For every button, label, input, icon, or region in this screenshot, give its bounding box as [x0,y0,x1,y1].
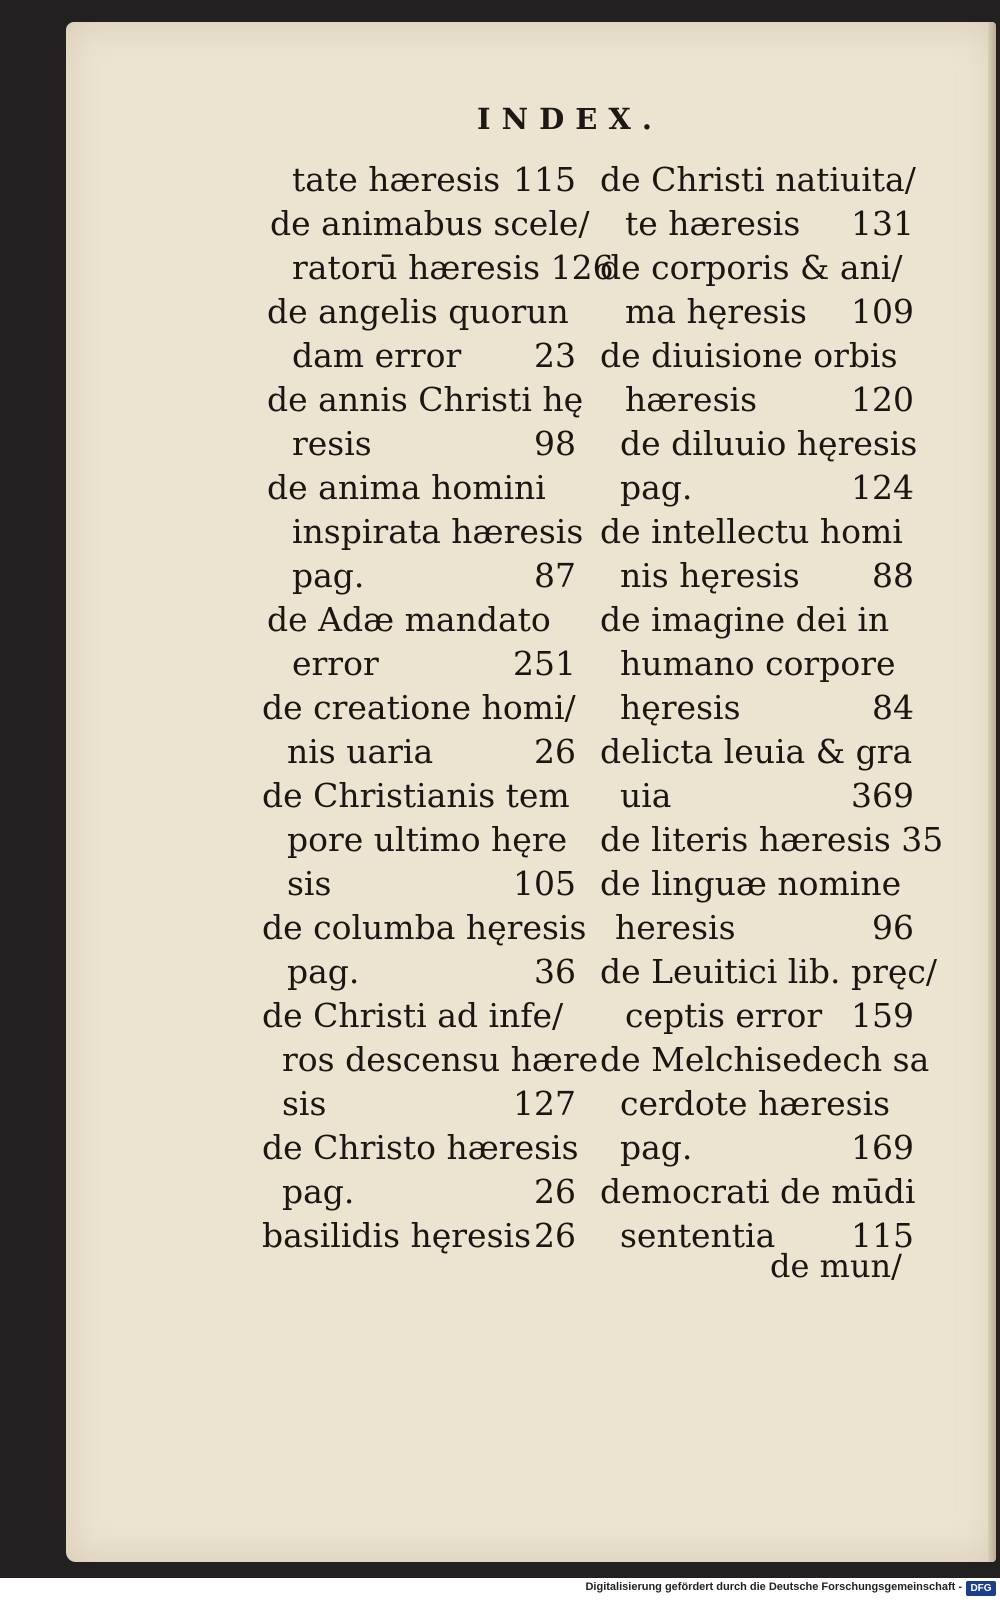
index-entry-page-number: 115 [513,160,576,199]
index-entry [600,510,920,554]
index-entry-text: hæresis [625,380,757,419]
index-entry [600,950,937,994]
dfg-logo: DFG [966,1581,996,1596]
index-entry [600,994,920,1038]
index-entry-text: pore ultimo hęre [287,820,568,859]
index-entry-text: de Christi natiuita/ [600,160,916,199]
index-entry-text: ceptis error [625,996,823,1035]
index-entry [262,554,582,598]
index-entry-text: sis [287,864,332,903]
index-entry-text: pag. [282,1172,355,1211]
index-entry [262,1038,599,1082]
index-entry [262,642,582,686]
index-entry [262,378,582,422]
index-entry-text: cerdote hæresis [620,1084,891,1123]
footer-bar [0,1578,1000,1600]
index-entry-page-number: 87 [534,556,576,595]
index-entry [262,818,582,862]
index-entry [600,554,920,598]
index-entry-text: delicta leuia & gra [600,732,913,771]
index-entry [262,774,582,818]
index-entry-text: sis [282,1084,327,1123]
index-entry [262,862,582,906]
index-entry-page-number: 84 [872,688,914,727]
index-entry-page-number: 120 [851,380,914,419]
index-entry [262,686,582,730]
index-entry-text: ratorū hæresis 126 [292,248,614,287]
index-entry-text: de animabus scele/ [270,204,590,243]
index-entry-text: resis [292,424,372,463]
index-entry-text: error [292,644,379,683]
index-entry-text: pag. [620,468,693,507]
index-entry-text: de Melchisedech sa [600,1040,930,1079]
index-entry [600,598,920,642]
index-entry [600,1170,920,1214]
index-entry [262,994,582,1038]
index-entry-page-number: 251 [513,644,576,683]
index-entry-text: de annis Christi hę [267,380,584,419]
index-entry-text: de corporis & ani/ [600,248,903,287]
index-entry [600,1126,920,1170]
index-entry-text: de Christi ad infe/ [262,996,564,1035]
index-entry-text: de anima homini [267,468,546,507]
index-entry [262,906,587,950]
index-entry-text: nis uaria [287,732,434,771]
index-entry [262,158,582,202]
index-entry [262,290,582,334]
index-entry-text: de diluuio hęresis [620,424,918,463]
index-entry-text: de columba hęresis [262,908,587,947]
index-entry-text: heresis [615,908,736,947]
index-entry [600,158,920,202]
index-entry [600,686,920,730]
index-entry-page-number: 26 [534,732,576,771]
index-column-left [262,158,614,1258]
index-entry [600,1082,920,1126]
index-entry-text: uia [620,776,672,815]
index-entry-page-number: 124 [851,468,914,507]
index-entry-text: democrati de mūdi [600,1172,916,1211]
index-entry-page-number: 96 [872,908,914,947]
index-entry-text: de linguæ nomine [600,864,902,903]
index-entry [600,1038,930,1082]
index-entry [600,378,920,422]
index-entry-page-number: 36 [534,952,576,991]
index-entry-text: de Christianis tem [262,776,570,815]
index-entry [262,466,582,510]
index-entry-text: pag. [287,952,360,991]
index-entry [262,1214,582,1258]
index-entry-page-number: 105 [513,864,576,903]
index-entry [262,246,614,290]
index-entry-text: te hæresis [625,204,801,243]
index-entry-text: nis hęresis [620,556,800,595]
index-entry [600,290,920,334]
index-entry-page-number: 88 [872,556,914,595]
index-entry-page-number: 159 [851,996,914,1035]
index-entry [262,730,582,774]
index-entry-text: de imagine dei in [600,600,890,639]
index-entry [262,202,590,246]
index-entry-text: de intellectu homi [600,512,903,551]
index-entry-text: sententia [620,1216,776,1255]
index-entry-text: de diuisione orbis [600,336,898,375]
index-entry [600,862,920,906]
index-entry-text: de creatione homi/ [262,688,576,727]
index-entry [600,246,920,290]
catchword: de mun/ [770,1247,902,1285]
index-entry [600,774,920,818]
index-entry-text: ma hęresis [625,292,807,331]
index-entry [600,642,920,686]
index-entry-text: de Christo hæresis [262,1128,579,1167]
index-entry-page-number: 131 [851,204,914,243]
index-entry-text: inspirata hæresis [292,512,584,551]
index-entry-page-number: 26 [534,1216,576,1255]
index-entry-text: pag. [292,556,365,595]
index-entry [262,1126,582,1170]
index-entry [600,818,944,862]
index-entry [600,730,920,774]
index-entry [262,510,582,554]
index-entry-text: de Leuitici lib. pręc/ [600,952,937,991]
index-entry [262,1170,582,1214]
index-entry [600,422,920,466]
index-column-right [600,158,944,1258]
index-entry [600,334,920,378]
index-entry [600,906,920,950]
index-entry [600,466,920,510]
index-entry [262,334,582,378]
index-entry-page-number: 127 [513,1084,576,1123]
page-header: INDEX. [477,102,663,136]
index-entry-page-number: 98 [534,424,576,463]
index-entry-page-number: 169 [851,1128,914,1167]
index-entry [600,202,920,246]
index-entry-text: tate hæresis [292,160,501,199]
index-entry-text: de angelis quorun [267,292,569,331]
index-entry [262,422,582,466]
index-entry-text: humano corpore [620,644,896,683]
index-entry-text: dam error [292,336,462,375]
index-entry-page-number: 23 [534,336,576,375]
index-entry-page-number: 115 [851,1216,914,1255]
index-entry [262,950,582,994]
index-entry [262,1082,582,1126]
index-entry-page-number: 369 [851,776,914,815]
index-entry-text: basilidis hęresis [262,1216,532,1255]
index-entry-text: de literis hæresis 35 [600,820,944,859]
index-entry-text: ros descensu hære [282,1040,599,1079]
index-entry [262,598,582,642]
footer-credit: Digitalisierung gefördert durch die Deutsche Forschungsgemeinschaft - [585,1581,962,1593]
index-entry-page-number: 26 [534,1172,576,1211]
index-entry-text: hęresis [620,688,741,727]
page-edge [988,22,996,1562]
index-entry-text: pag. [620,1128,693,1167]
index-entry-page-number: 109 [851,292,914,331]
index-entry-text: de Adæ mandato [267,600,551,639]
